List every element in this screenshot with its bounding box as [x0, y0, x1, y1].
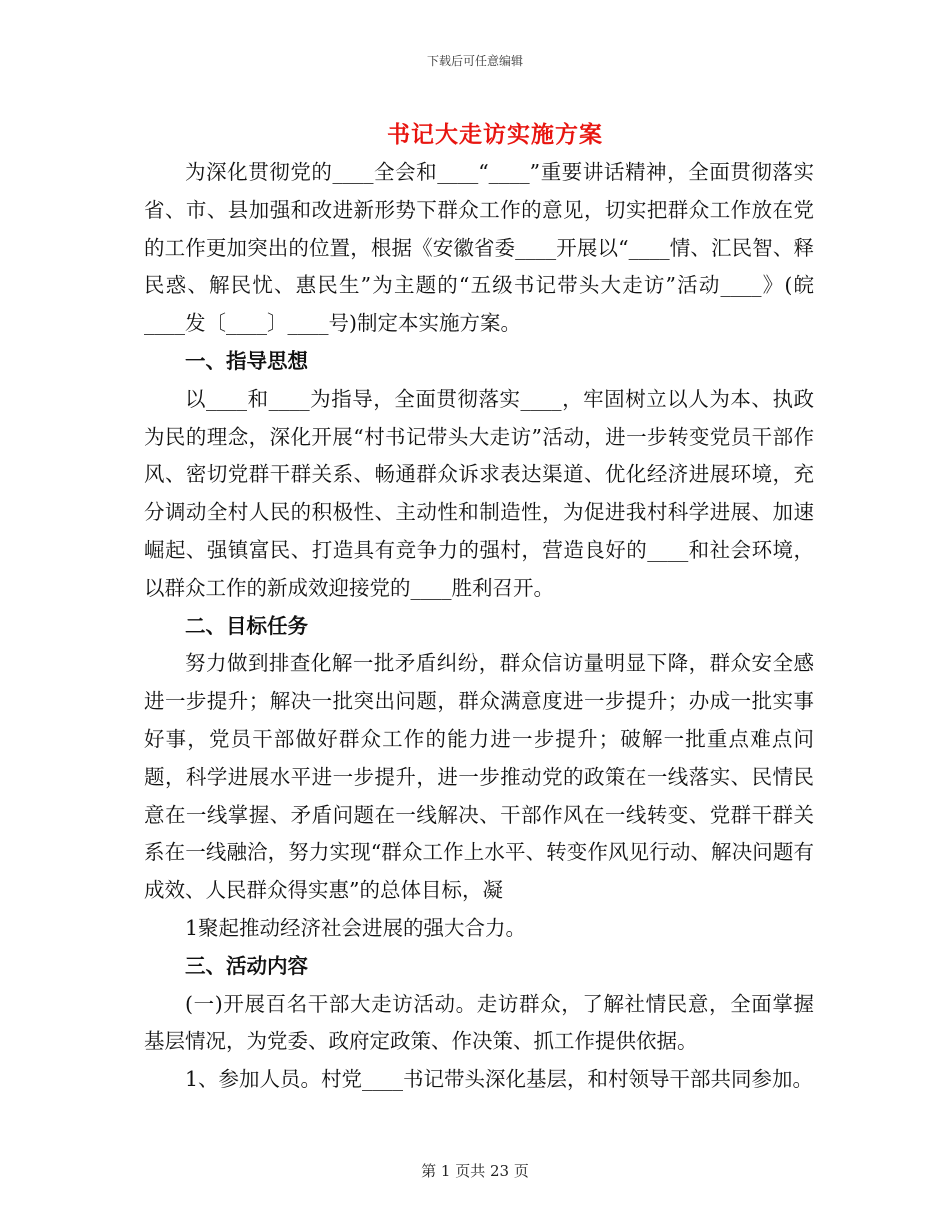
document-title: 书记大走访实施方案: [387, 121, 603, 148]
section-heading-activities: 三、活动内容: [185, 953, 308, 978]
header-note: 下载后可任意编辑: [426, 54, 523, 68]
document-body: [144, 154, 814, 1099]
guiding-ideology-paragraph: 以____和____为指导，全面贯彻落实____，牢固树立以人为本、执政为民的理念，深化开展“村书记带头大走访”活动，进一步转变党员干部作风、密切党群干群关系、畅通群众诉求表达渠道、优化经济进展环境，充分调动全村人民的积极性、主动性和制造性，为促进我村科学进展、加速崛起、强镇富民、打造具有竞争力的强村，营造良好的____和社会环境，以群众工作的新成效迎接党的____胜利召开。: [144, 386, 814, 600]
section-heading-targets: 二、目标任务: [185, 613, 308, 638]
page-footer: 第 1 页共 23 页: [421, 1162, 529, 1180]
intro-paragraph: 为深化贯彻党的____全会和____“____”重要讲话精神，全面贯彻落实省、市、县加强和改进新形势下群众工作的意见，切实把群众工作放在党的工作更加突出的位置，根据《安徽省委____开展以“____情、汇民智、释民惑、解民忧、惠民生”为主题的“五级书记带头大走访”活动____》(皖____发〔____〕____号)制定本实施方案。: [144, 160, 814, 336]
participants-paragraph: 1、参加人员。村党____书记带头深化基层，和村领导干部共同参加。: [185, 1067, 814, 1092]
section-heading-guiding-ideology: 一、指导思想: [185, 348, 308, 373]
targets-paragraph: 努力做到排查化解一批矛盾纠纷，群众信访量明显下降，群众安全感进一步提升；解决一批突出问题，群众满意度进一步提升；办成一批实事好事，党员干部做好群众工作的能力进一步提升；破解一批重点难点问题，科学进展水平进一步提升，进一步推动党的政策在一线落实、民情民意在一线掌握、矛盾问题在一线解决、干部作风在一线转变、党群干群关系在一线融洽，努力实现“群众工作上水平、转变作风见行动、解决问题有成效、人民群众得实惠”的总体目标，凝: [144, 651, 814, 903]
activities-paragraph: (一)开展百名干部大走访活动。走访群众，了解社情民意，全面掌握基层情况，为党委、政府定政策、作决策、抓工作提供依据。: [144, 991, 814, 1054]
targets-continuation: 1聚起推动经济社会进展的强大合力。: [185, 915, 527, 940]
